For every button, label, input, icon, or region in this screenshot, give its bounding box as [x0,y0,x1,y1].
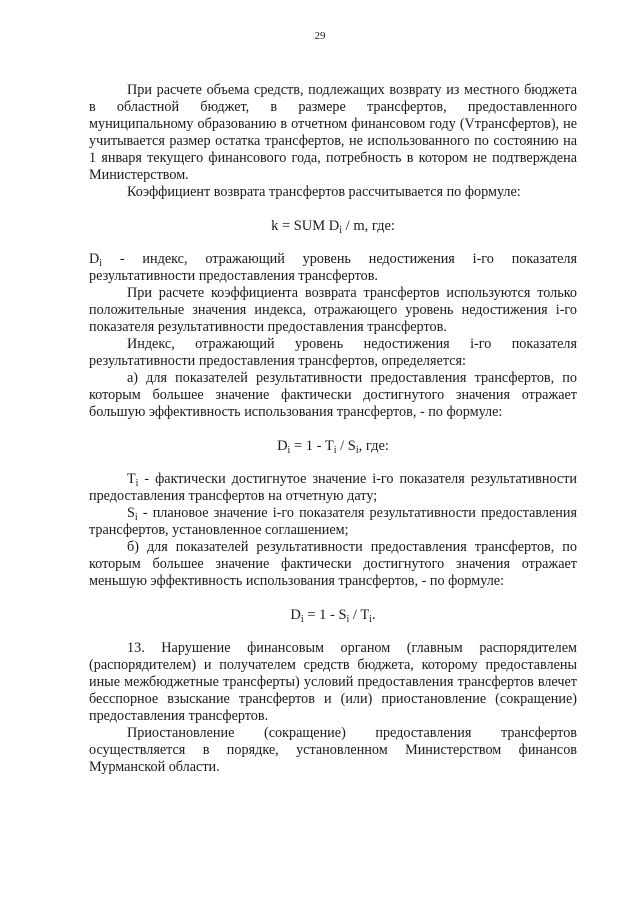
formula-d2: $D_i = 1 - S_i / T_i$. [290,607,376,625]
paragraph-si-definition: $S_i$ - плановое значение i-го показателя результативности предоставления трансфертов, установленное соглашением; [89,505,577,538]
paragraph-positive-values: При расчете коэффициента возврата трансфертов используются только положительные значения индекса, отражающего уровень недостижения i-го показателя результативности предоставления трансфертов. [89,285,577,335]
paragraph-case-b: б) для показателей результативности предоставления трансфертов, по которым большее значение фактически достигнутого значения отражает меньшую эффективность использования трансфертов, - по формуле: [89,539,577,589]
paragraph-coefficient-intro: Коэффициент возврата трансфертов рассчитывается по формуле: [127,184,521,200]
paragraph-di-definition: $D_i$ - индекс, отражающий уровень недостижения i-го показателя результативности предоставления трансфертов. [89,251,577,284]
page-number: 29 [314,30,326,42]
formula-k: k = SUM $D_i$ / m, где: [271,218,395,236]
paragraph-item-13: 13. Нарушение финансовым органом (главным распорядителем (распорядителем) и получателем средств бюджета, которому предоставлены иные межбюджетные трансферты) условий предоставления трансфертов влечет бесспорное взыскание трансфертов и (или) приостановление (сокращение) предоставления трансфертов. [89,640,577,724]
paragraph-suspension: Приостановление (сокращение) предоставления трансфертов осуществляется в порядке, установленном Министерством финансов Мурманской области. [89,725,577,775]
paragraph-index-determined: Индекс, отражающий уровень недостижения i-го показателя результативности предоставления трансфертов, определяется: [89,336,577,369]
paragraph-ti-definition: $T_i$ - фактически достигнутое значение i-го показателя результативности предоставления трансфертов на отчетную дату; [89,471,577,504]
formula-d1: $D_i = 1 - T_i / S_i$, где: [277,438,389,456]
paragraph-case-a: а) для показателей результативности предоставления трансфертов, по которым большее значение фактически достигнутого значения отражает большую эффективность использования трансфертов, - по формуле: [89,370,577,420]
paragraph-return-volume: При расчете объема средств, подлежащих возврату из местного бюджета в областной бюджет, в размере трансфертов, предоставленного муниципальному образованию в отчетном финансовом году (Vтрансфертов), не учитывается размер остатка трансфертов, не использованного по состоянию на 1 января текущего финансового года, потребность в котором не подтверждена Министерством. [89,82,577,183]
document-body [89,82,577,776]
